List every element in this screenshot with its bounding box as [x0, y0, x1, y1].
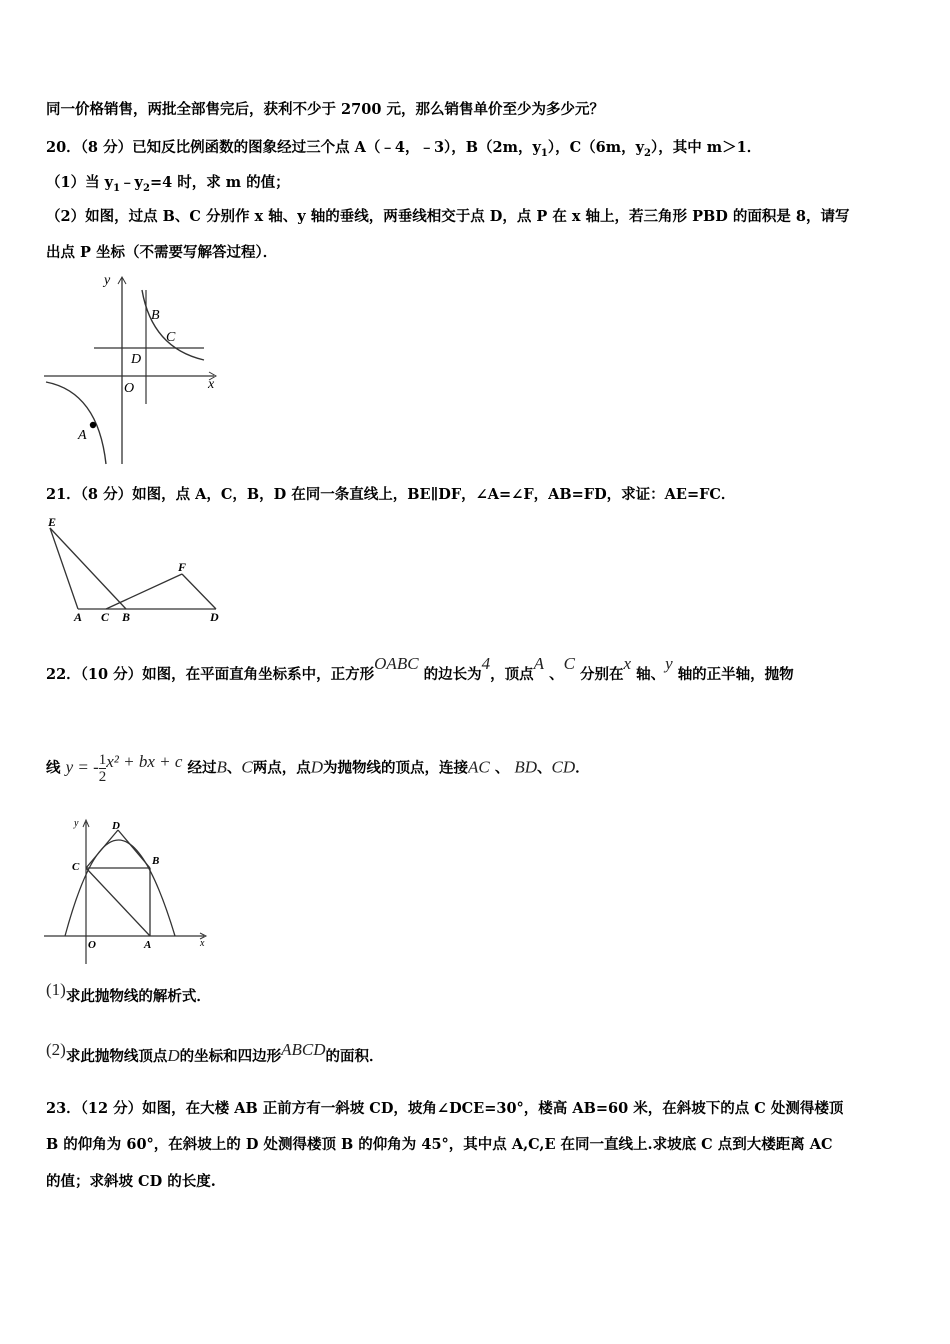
segment-fd [182, 574, 216, 609]
label-b: B [151, 308, 160, 323]
segment-eb [50, 528, 126, 609]
question-20-part1: （1）当 $y_1﹣y_2=4$ 时，求 m 的值； [46, 174, 290, 194]
hyperbola-branch-right [142, 290, 204, 360]
label-o: O [124, 381, 135, 396]
question-20-stem: 20．（8 分）已知反比例函数的图象经过三个点 A（﹣4，﹣3），B（2m，$y_1$），C（6m，$y_2$），其中 m＞1． [46, 139, 762, 159]
segment-ca [86, 868, 150, 936]
equation-left: y = - [65, 757, 99, 777]
label-y: y [104, 273, 111, 288]
math-x: x [623, 654, 632, 673]
math-4: 4 [481, 654, 491, 673]
label-d: D [131, 352, 142, 367]
label-d: D [210, 610, 219, 624]
question-20-part2-cont: 出点 P 坐标（不需要写解答过程）． [46, 244, 278, 261]
label-a: A [74, 610, 83, 624]
label-b: B [122, 610, 131, 624]
point-a [90, 422, 96, 428]
label-c: C [72, 861, 80, 873]
question-21-stem: 21．（8 分）如图，点 A，C，B，D 在同一条直线上，BE∥DF，∠A=∠F，AB=FD，求证：AE=FC． [46, 486, 736, 503]
figure-22 [44, 816, 214, 966]
question-23-line1: 23．（12 分）如图，在大楼 AB 正前方有一斜坡 CD，坡角∠DCE=30°，楼高 AB=60 米，在斜坡下的点 C 处测得楼顶 [46, 1100, 844, 1117]
segment-cf [106, 574, 182, 609]
math-y: y [665, 654, 673, 673]
segment-ea [50, 528, 78, 609]
text-line-1: 同一价格销售，两批全部售完后，获利不少于 2700 元，那么销售单价至少为多少元？ [46, 101, 604, 118]
label-a: A [144, 939, 152, 951]
label-x: x [208, 377, 215, 392]
math-a: A [533, 654, 544, 673]
label-d: D [112, 820, 120, 832]
question-22-stem: 22．（10 分）如图，在平面直角坐标系中，正方形OABC 的边长为4，顶点A 、C 分别在x 轴、y 轴的正半轴，抛物 [46, 654, 794, 683]
question-22-stem-cont: 线 y = - $\frac{1}{2}$ x² + bx + c 经过B、C两点，点D为抛物线的顶点，连接AC 、 BD、CD． [46, 751, 590, 785]
figure-20 [44, 268, 224, 468]
label-o: O [88, 939, 96, 951]
question-20-part2: （2）如图，过点 B、C 分别作 x 轴、y 轴的垂线，两垂线相交于点 D，点 P 在 x 轴上，若三角形 PBD 的面积是 8，请写 [46, 208, 850, 225]
label-x: x [200, 938, 205, 949]
label-c: C [101, 610, 110, 624]
math-c: C [563, 654, 575, 673]
segment-db [118, 830, 150, 868]
question-23-line3: 的值；求斜坡 CD 的长度. [46, 1173, 216, 1190]
hyperbola-branch-left [46, 382, 106, 464]
math-oabc: OABC [374, 654, 419, 673]
question-22-part2: (2)求此抛物线顶点D的坐标和四边形ABCD的面积． [46, 1040, 384, 1065]
question-23-line2: B 的仰角为 60°，在斜坡上的 D 处测得楼顶 B 的仰角为 45°，其中点 A,C,E 在同一直线上.求坡底 C 点到大楼距离 AC [46, 1136, 833, 1153]
figure-21 [44, 516, 234, 626]
label-y: y [74, 818, 79, 829]
question-22-part1: (1)求此抛物线的解析式． [46, 980, 211, 1005]
equation-fraction: $\frac{1}{2}$ [98, 752, 107, 785]
label-f: F [178, 560, 187, 574]
label-e: E [48, 516, 57, 529]
label-c: C [166, 330, 176, 345]
label-b: B [152, 855, 160, 867]
segment-cd [86, 830, 118, 868]
label-a: A [78, 428, 87, 443]
equation-right: x² + bx + c [106, 751, 183, 771]
